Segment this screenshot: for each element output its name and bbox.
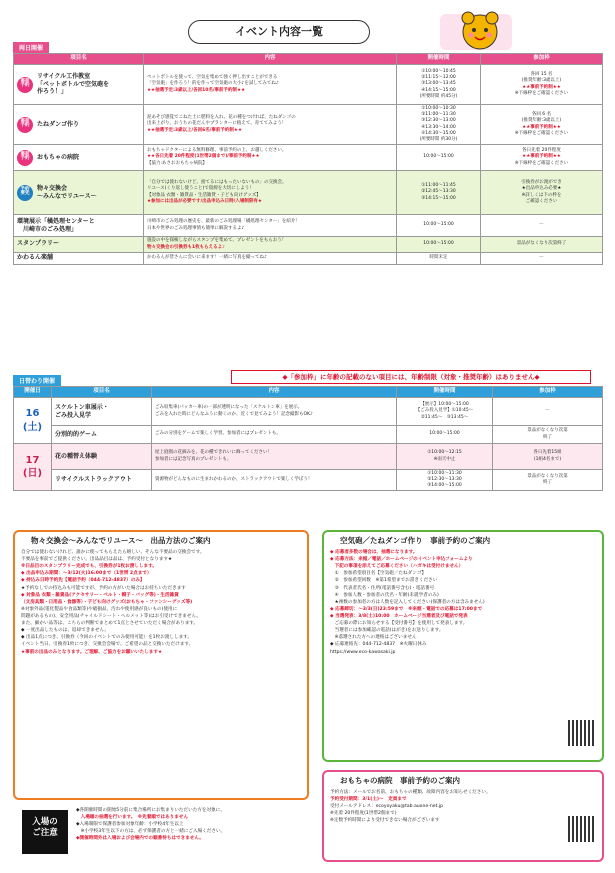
info-line: ※対象外品(電化製品や食品類等)や破損品、汚れや使用感が良いもの(使用に [21,606,178,612]
event-time: ①10:00～11:30 ②12:30～13:30 ③14:00～15:00 [397,470,493,491]
event-content-cell [144,253,397,265]
event-capacity: 景品がなくなり次第 終了 [493,426,603,444]
info-line: ※落選された方への連絡はございません [330,635,417,641]
event-capacity-cell [481,145,603,171]
event-time: ①10:00～10:45 ②11:15～12:00 ③13:00～13:45 ④14:15～15:00 (所要時間 約45分) [397,65,481,105]
capacity-note: ※下線枠をご確認ください [514,90,569,96]
age-notice: ◆「参加枠」に年齢の記載のない項目には、年齢制限（対象・推奨年齢）はありません◆ [231,370,591,384]
event-capacity: 景品がなくなり次第 終了 [493,470,603,491]
event-content-cell [144,215,397,237]
info-line: ※先着 20件程度(1世帯2個まで) [330,811,397,817]
col-header: 項目名 [14,54,144,65]
info-line: 受付メールアドレス：ecoyoyaku@tab.auone-net.jp [330,804,444,810]
info-line: ② 参加希望回数 ※第1希望までお書きください [330,578,438,584]
event-day: 17 (日) [14,444,52,491]
event-name-cell [14,237,144,253]
info-line: ◆入場制限で保護者参加対象年齢：小学校4年生以上 [76,822,184,828]
info-line: 予約受付期間：3/1(土)～ 定員まで [330,797,407,803]
section-tag-daily: 日替わり開催 [13,375,61,386]
event-name-cell [14,145,144,171]
event-time: 10:00～15:00 [397,145,481,171]
event-description: ペットボトルを使って、空気を集めて強く押し出すことができる 「空気砲」を作ろう！的を作って空気砲の大小♪を試してみてね♪ [147,75,279,87]
entry-notice-text [74,805,310,859]
reservation-badge: 事前 予約 [17,117,33,133]
event-description: 屋上庭園の花摘みを、花の種できれいに飾ってください！ 参加者には記念写真のプレゼントも。 [152,444,397,470]
event-capacity-cell [481,65,603,105]
event-table-both-days [13,53,603,265]
info-line: ※小学校3年生以下の方は、必ず保護者の方と一緒にご入場ください。 [76,829,226,835]
reservation-badge: 事前 予約 [17,77,33,93]
info-line: ★複数の参加者の方は人数を記入してください(保護者の方は含みません) [330,599,485,605]
col-header: 開催時間 [397,387,493,398]
event-time: ①10:00～10:30 ②11:00～11:30 ③12:30～13:00 ④13:30～14:00 ⑤14:30～15:00 (所要時間 約30分) [397,105,481,145]
table-row [14,398,603,426]
event-content-cell [144,171,397,215]
capacity-highlight: ★★事前予約制★★ [522,154,561,160]
event-description: 「自分では使わないけど、捨てるにはもったいないもの」の交換会。 リユース(くり返し使うこと)で資源を大切にしよう！ 【対象品 衣類・雑貨品・生活雑貨・子ども向けグッズ】 [147,180,287,198]
table-row [14,444,603,470]
info-line: ◆ 応募連絡先：044-712-4837 ※火曜日休み [330,642,427,648]
reservation-badge: 予約 要先 [17,185,33,201]
col-header: 内容 [144,54,397,65]
info-line: ◆ 出品申込み期間：～3/12(火)16:00まで（1世帯 2点まで） [21,571,152,577]
event-highlight: ★★各日先着 20件程度(1世帯2個まで)/事前予約制★★ [147,154,260,160]
event-name: 花の種替え体験 [52,444,152,470]
table-row [14,145,603,171]
capacity-text: ー [539,222,544,228]
reservation-info-box [322,530,604,762]
box-title: 物々交換会～みんなでリユース～ 出品方法のご案内 [31,536,211,545]
info-line: 不要品を事前でご提供ください。出品品目は品は、予約受付となります★ [21,557,173,563]
capacity-text: ー [539,255,544,261]
table-row [14,105,603,145]
event-name: 物々交換会 ～みんなでリユース～ [37,184,97,200]
event-name-cell [14,171,144,215]
info-line: ★予約なしでの持込みも可能ですが、予約の方がいた場合はお持ちいただきます [21,585,186,591]
info-line: 予約方法：メールでお名前、おもちゃの種類、故障内容をお知らせください。 [330,790,491,795]
info-line: イベント当日、引換券1枚につき、交換会会場で、ご希望の品と交換いただけます。 [21,642,194,648]
event-description: 川崎市のごみ処理の歴史を、最新のごみ処理場「橘処理センター」を紹介！ 日本や世界のごみ処理事情も簡単に解説するよ♪ [147,219,300,231]
event-content-cell [144,65,397,105]
event-highlight: ★★抽選予定:3歳以上/各回10名/事前予約制★★ [147,87,246,93]
page-title: イベント内容一覧 [188,20,370,44]
table-row [14,426,603,444]
info-line: ◆ 応募方法：来館／電話／ホームページのイベント申込フォームより [330,557,473,563]
event-credit: 【協力:あさおおもちゃ病院】 [147,160,208,166]
capacity-highlight: ★★事前予約制★★ [522,84,561,90]
info-line: ご応募の際にお知らせする【受付番号】を使用して発表します。 [330,621,468,627]
info-line: （文房具類・日用品・食器等）・子ども向けグッズ(おもちゃ・ファンシーグッズ等) [21,599,193,605]
info-line: ◆ 出品1点につき、引換券（今回のイベントでのみ使用可能）を1枚お渡しします。 [21,635,192,641]
event-description: 泥あそび感覚でこねた土に肥料を入れ、花の種をつければ、たねダンゴの 出来上がり。おうちの花だんやプランターに植えて、育ててみよう！ [147,115,296,127]
event-description: かわるんが皆さんに会いに来ます！一緒に写真を撮ってね♪ [147,255,267,261]
reservation-badge: 事前 予約 [17,150,33,166]
capacity-note: ※下線枠をご確認ください [514,160,569,166]
info-line: ※日品目のスタンプラリー完成でも、引換券が1枚お渡しします。 [21,564,157,570]
table-row [14,215,603,237]
col-header: 内容 [152,387,397,398]
event-highlight: 物々交換会の引換券も1枚もらえるよ♪ [147,244,226,250]
exchange-info-box [13,530,309,800]
info-line: ◆開催時間外は入場および会場内での順番待ちはできません。 [76,836,204,842]
info-line: ③ 代表者氏名・住所(電話番号含む)・電話番号 [330,585,435,591]
event-name: スケルトン車展示・ ごみ投入見学 [52,398,152,426]
event-name: かわるん楽舗 [17,254,54,262]
event-content-cell [144,145,397,171]
info-line: 入場順の抽選を行います。 ※先着順ではありません [76,815,189,821]
table-row [14,470,603,491]
table-row [14,171,603,215]
event-name: おもちゃの病院 [37,153,80,161]
info-line: ※定数予約時間により受付できない場合がございます [330,818,440,824]
table-row [14,237,603,253]
info-line: ★事前の出品のみとなります。ご理解、ご協力をお願いいたします★ [21,649,163,655]
info-line: ◆ 応募者多数の場合は、抽選になります。 [330,550,418,555]
info-line: ④ 参加人数・参加者の氏名・年齢(未就学者のみ) [330,592,439,598]
event-time: 10:00～15:00 [397,426,493,444]
mascot-illustration [440,6,512,54]
event-name: スタンプラリー [17,240,60,248]
event-capacity-cell [481,237,603,253]
info-line: 自分では使わないけれど、誰かに使ってもらえたら嬉しい。そんな不要品の交換会です。 [21,550,205,555]
event-content-cell [144,237,397,253]
event-name: リサイクルストラックアウト [52,470,152,491]
box-title: おもちゃの病院 事前予約のご案内 [340,776,460,785]
event-time: 時間未定 [397,253,481,265]
col-header: 開催時間 [397,54,481,65]
event-capacity: ー [493,398,603,426]
entry-notice-label: 入場の ご注意 [22,810,68,854]
col-header: 項目名 [52,387,152,398]
event-time: 【展示】10:00～15:00 【ごみ投入見学】①10:45～ ②11:45～ ③13:45～ [397,398,493,426]
info-line: ◆各開催時間の開始5分前に集合場所にお集まりいただいた方を対象に、 [76,808,225,813]
section-tag-both-days: 両日開催 [13,42,49,53]
table-row [14,253,603,265]
capacity-text: 引換券がお渡ができ ★出品申込み必要★ ※詳しくは下の枠を ご確認ください [521,180,562,204]
qr-code [568,720,594,746]
info-line: ① 参加希望項目名【空気砲／たねダンゴ】 [330,571,427,577]
event-time: 10:00～15:00 [397,237,481,253]
col-header: 参加枠 [481,54,603,65]
capacity-text: 各回 6 名 (推奨年齢:3歳以上) [521,112,562,124]
event-description: ごみ収集車(パッカー車)の一部が透明になった「スケルトン車」を展示。 ごみを入れた時にどんなふうに動くのか、近くで見てみよう！記念撮影もOK♪ [152,398,397,426]
event-capacity-cell [481,171,603,215]
event-highlight: ★参加には出品が必要です/出品申込み日時/入場制限有★ [147,198,262,204]
info-line: また、細かい品等は、こちらの判断でまとめて1点とさせていただく場合があります。 [21,621,199,627]
event-capacity: 各日先着15組 (1組4名まで) [493,444,603,470]
event-capacity-cell [481,105,603,145]
event-time: ①11:00～11:45 ②12:45～13:30 ③14:15～15:00 [397,171,481,215]
event-time: ①10:00～12:15 ※雨天中止 [397,444,493,470]
info-line: ◆ 持込み日時予約先【電話予約（044-712-4837）のみ】 [21,578,145,584]
capacity-highlight: ★★事前予約制★★ [522,124,561,130]
event-name: リサイクル工作教室 「ペットボトルで空気砲を 作ろう！」 [37,72,110,96]
capacity-text: 各日先着 20件程度 [522,148,561,154]
event-description: ごみの分別をゲームで楽しく学習。参加者にはプレゼントも。 [152,426,397,444]
info-line: ◆ 当選発表：3/8(土)10:00 ホームページ当選者及び電話で発表 [330,613,468,619]
info-line: 当選者には参加確認の電話(はがき)をお送りします。 [330,628,444,634]
qr-code [568,816,594,842]
event-name-cell [14,65,144,105]
event-content-cell [144,105,397,145]
event-capacity-cell [481,215,603,237]
event-table-daily [13,386,603,491]
event-name-cell [14,253,144,265]
event-time: 10:00～15:00 [397,215,481,237]
event-name: たねダンゴ作り [37,120,80,128]
table-row [14,65,603,105]
capacity-text: 各回 15 名 (推奨年齢:3歳以上) [521,72,562,84]
event-day: 16 (土) [14,398,52,444]
event-capacity-cell [481,253,603,265]
col-header: 参加枠 [493,387,603,398]
event-name: 環境展示「橘処理センターと 川崎市のごみ処理」 [17,217,95,233]
event-description: おもちゃドクターによる無料修理、事前予約の上、お越しください。 [147,148,287,154]
box-title: 空気砲／たねダンゴ作り 事前予約のご案内 [340,536,491,545]
event-description: 資源物がどんなものに生まれかわるのか、ストラックアウトで楽しく学ぼう！ [152,470,397,491]
capacity-text: 景品がなくなり次第終了 [516,241,567,247]
info-line: ◆ 一度出品したものは、返却できません。 [21,628,109,634]
toy-hospital-info-box [322,770,604,862]
info-line: 下記の事項を添えてご応募ください（ハガキは受付けません） [330,564,464,570]
info-line: ◆ 対象品 衣類・雑貨品(アクセサリー・ベルト・帽子・バッグ等)・生活雑貨 [21,592,179,598]
event-name-cell [14,105,144,145]
capacity-note: ※下線枠をご確認ください [514,130,569,136]
info-line: 問題があるもの)、安全用品(チャイルドシート・ヘルメット等)はお引受けできません。 [21,613,201,619]
info-line: https://www.eco-kawasaki.jp [330,649,396,655]
col-header: 開催日 [14,387,52,398]
event-highlight: ★★抽選予定:3歳以上/各回6名/事前予約制★★ [147,127,242,133]
event-name-cell [14,215,144,237]
event-name: 分別的的ゲーム [52,426,152,444]
info-line: ◆ 応募締切：～3/3(日)23:59まで ※来館・電話での応募は17:00まで [330,606,483,612]
event-description: 施設の中を探検しながらスタンプを集めて、プレゼントをもらおう！ [147,238,287,244]
